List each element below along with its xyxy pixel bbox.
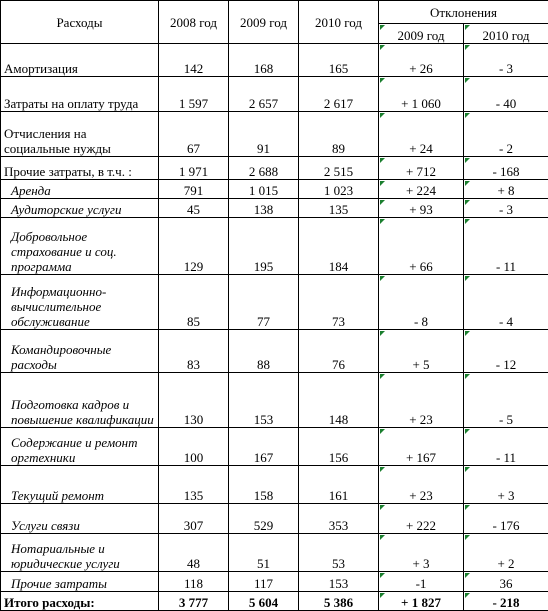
- table-row: [1, 466, 548, 504]
- value-2010: 89: [299, 112, 379, 157]
- row-label: Услуги связи: [1, 504, 159, 534]
- deviation-2009: + 224: [379, 180, 464, 199]
- deviation-2010: - 168: [464, 157, 548, 180]
- value-2010: 1 023: [299, 180, 379, 199]
- value-2008: 85: [159, 275, 229, 330]
- deviation-2009: + 167: [379, 428, 464, 466]
- table-row: [1, 218, 548, 275]
- deviation-2010: - 40: [464, 77, 548, 112]
- value-2009: 138: [229, 199, 299, 218]
- value-2009: 2 657: [229, 77, 299, 112]
- deviation-2009: + 1 060: [379, 77, 464, 112]
- row-label: Командировочные расходы: [1, 330, 159, 373]
- value-2008: 142: [159, 44, 229, 77]
- deviation-2009: + 222: [379, 504, 464, 534]
- value-2008: 129: [159, 218, 229, 275]
- value-2008: 83: [159, 330, 229, 373]
- value-2008: 48: [159, 534, 229, 572]
- deviation-2009: + 93: [379, 199, 464, 218]
- row-label: Прочие затраты, в т.ч. :: [1, 157, 159, 180]
- deviation-2010: - 5: [464, 373, 548, 428]
- total-label: Итого расходы:: [1, 592, 159, 611]
- deviation-2010: + 8: [464, 180, 548, 199]
- table-row: [1, 373, 548, 428]
- total-deviation-2010: - 218: [464, 592, 548, 611]
- row-label: Аренда: [1, 180, 159, 199]
- row-label: Прочие затраты: [1, 572, 159, 592]
- table-row: [1, 44, 548, 77]
- value-2009: 77: [229, 275, 299, 330]
- value-2008: 130: [159, 373, 229, 428]
- table-row: [1, 77, 548, 112]
- deviation-2009: - 8: [379, 275, 464, 330]
- value-2009: 1 015: [229, 180, 299, 199]
- table-row: [1, 572, 548, 592]
- value-2010: 161: [299, 466, 379, 504]
- row-label: Подготовка кадров и повышение квалификации: [1, 373, 159, 428]
- table-row: [1, 112, 548, 157]
- total-2010: 5 386: [299, 592, 379, 611]
- deviation-2010: - 12: [464, 330, 548, 373]
- value-2008: 1 971: [159, 157, 229, 180]
- deviation-2009: + 712: [379, 157, 464, 180]
- row-label: Амортизация: [1, 44, 159, 77]
- value-2009: 167: [229, 428, 299, 466]
- deviation-2010: 36: [464, 572, 548, 592]
- deviation-2009: + 23: [379, 466, 464, 504]
- value-2009: 153: [229, 373, 299, 428]
- total-2008: 3 777: [159, 592, 229, 611]
- row-label: Аудиторские услуги: [1, 199, 159, 218]
- value-2009: 88: [229, 330, 299, 373]
- total-row: [1, 592, 548, 611]
- value-2010: 156: [299, 428, 379, 466]
- table-row: [1, 157, 548, 180]
- value-2009: 117: [229, 572, 299, 592]
- header-2008: 2008 год: [159, 1, 229, 44]
- header-2009: 2009 год: [229, 1, 299, 44]
- value-2008: 67: [159, 112, 229, 157]
- value-2009: 51: [229, 534, 299, 572]
- subheader-deviation-2009: 2009 год: [379, 24, 464, 44]
- row-label: Текущий ремонт: [1, 466, 159, 504]
- value-2008: 45: [159, 199, 229, 218]
- table-row: [1, 180, 548, 199]
- deviation-2010: - 11: [464, 428, 548, 466]
- deviation-2009: + 5: [379, 330, 464, 373]
- value-2008: 1 597: [159, 77, 229, 112]
- subheader-deviation-2010: 2010 год: [464, 24, 548, 44]
- total-2009: 5 604: [229, 592, 299, 611]
- row-label: Содержание и ремонт оргтехники: [1, 428, 159, 466]
- value-2008: 791: [159, 180, 229, 199]
- value-2010: 153: [299, 572, 379, 592]
- total-deviation-2009: + 1 827: [379, 592, 464, 611]
- deviation-2010: - 11: [464, 218, 548, 275]
- value-2010: 165: [299, 44, 379, 77]
- value-2009: 195: [229, 218, 299, 275]
- table-row: [1, 275, 548, 330]
- header-expenses: Расходы: [1, 1, 159, 44]
- deviation-2010: - 2: [464, 112, 548, 157]
- value-2009: 158: [229, 466, 299, 504]
- value-2010: 135: [299, 199, 379, 218]
- row-label: Затраты на оплату труда: [1, 77, 159, 112]
- row-label: Добровольное страхование и соц. программа: [1, 218, 159, 275]
- value-2010: 2 515: [299, 157, 379, 180]
- value-2009: 2 688: [229, 157, 299, 180]
- value-2010: 2 617: [299, 77, 379, 112]
- row-label: Информационно-вычислительное обслуживание: [1, 275, 159, 330]
- row-label: Нотариальные и юридические услуги: [1, 534, 159, 572]
- deviation-2010: - 3: [464, 199, 548, 218]
- table-row: [1, 330, 548, 373]
- value-2010: 53: [299, 534, 379, 572]
- deviation-2009: + 3: [379, 534, 464, 572]
- value-2010: 73: [299, 275, 379, 330]
- row-label: Отчисления на социальные нужды: [1, 112, 159, 157]
- deviation-2010: + 3: [464, 466, 548, 504]
- deviation-2009: + 23: [379, 373, 464, 428]
- table-row: [1, 428, 548, 466]
- deviation-2010: + 2: [464, 534, 548, 572]
- value-2009: 529: [229, 504, 299, 534]
- header-row: [1, 1, 548, 24]
- deviation-2009: -1: [379, 572, 464, 592]
- header-2010: 2010 год: [299, 1, 379, 44]
- deviation-2009: + 26: [379, 44, 464, 77]
- value-2008: 100: [159, 428, 229, 466]
- value-2010: 148: [299, 373, 379, 428]
- value-2010: 184: [299, 218, 379, 275]
- table-row: [1, 504, 548, 534]
- value-2010: 76: [299, 330, 379, 373]
- header-deviations: Отклонения: [379, 1, 548, 24]
- value-2010: 353: [299, 504, 379, 534]
- value-2009: 168: [229, 44, 299, 77]
- value-2008: 307: [159, 504, 229, 534]
- deviation-2010: - 3: [464, 44, 548, 77]
- deviation-2009: + 24: [379, 112, 464, 157]
- deviation-2009: + 66: [379, 218, 464, 275]
- value-2008: 118: [159, 572, 229, 592]
- deviation-2010: - 176: [464, 504, 548, 534]
- deviation-2010: - 4: [464, 275, 548, 330]
- table-row: [1, 534, 548, 572]
- value-2008: 135: [159, 466, 229, 504]
- value-2009: 91: [229, 112, 299, 157]
- table-row: [1, 199, 548, 218]
